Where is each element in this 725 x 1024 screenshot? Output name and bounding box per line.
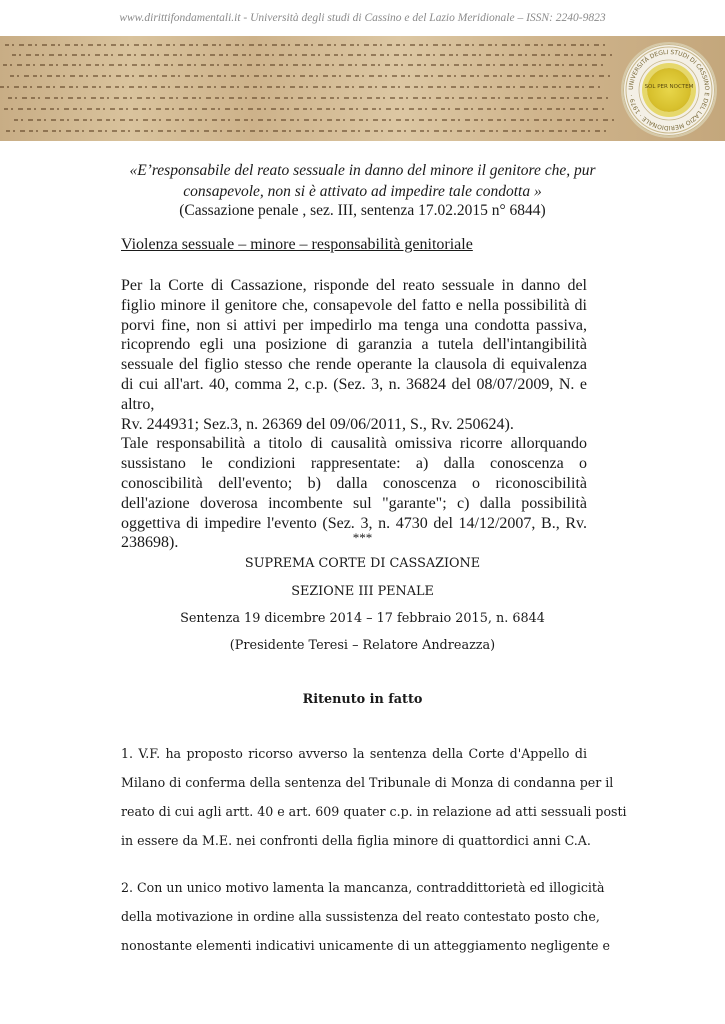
paragraph-line: della motivazione in ordine alla sussistenza del reato contestato posto che, [121,909,600,924]
paragraph-2 [121,873,610,960]
summary-paragraph [121,276,587,553]
sun-emblem-icon [647,68,691,112]
svg-text:UNIVERSITÀ DEGLI STUDI DI CASS: UNIVERSITÀ DEGLI STUDI DI CASSINO E DEL LAZIO MERIDIONALE · 1979 · [627,48,711,132]
site-header: www.dirittifondamentali.it - Università degli studi di Cassino e del Lazio Meridionale – ISSN: 2240-9823 [119,12,606,24]
sentence-line: Sentenza 19 dicembre 2014 – 17 febbraio 2015, n. 6844 [180,611,545,626]
quote-line-1: «E’responsabile del reato sessuale in danno del minore il genitore che, pur [129,162,596,179]
judges-line: (Presidente Teresi – Relatore Andreazza) [229,638,496,653]
summary-line: Per la Corte di Cassazione, risponde del reato sessuale in danno del [121,277,587,294]
paragraph-line: 2. Con un unico motivo lamenta la mancanza, contraddittorietà ed illogicità [121,880,605,895]
summary-line: Tale responsabilità a titolo di causalità omissiva ricorre allorquando [121,435,587,453]
paragraph-line: Milano di conferma della sentenza del Tribunale di Monza di condanna per il [121,775,614,790]
quote-line-2: consapevole, non si è attivato ad impedire tale condotta » [183,183,542,200]
summary-line: sessuale del figlio stesso che rende operante la clausola di equivalenza [121,356,587,374]
summary-line: 238698). [121,534,179,552]
manuscript-banner [0,36,725,141]
separator: *** [352,530,373,545]
seal-motto: SOL PER NOCTEM [644,84,694,90]
summary-line: Rv. 244931; Sez.3, n. 26369 del 09/06/2011, S., Rv. 250624). [121,415,514,433]
summary-line: dell'azione doverosa incombente sul "garante"; c) dalla possibilità [121,494,587,512]
summary-line: figlio minore il genitore che, consapevole del fatto e nella possibilità di [121,296,587,314]
paragraph-line: 1. V.F. ha proposto ricorso avverso la sentenza della Corte d'Appello di [121,746,587,761]
court-name: SUPREMA CORTE DI CASSAZIONE [244,556,481,571]
paragraph-line: reato di cui agli artt. 40 e art. 609 quater c.p. in relazione ad atti sessuali posti [121,804,627,819]
section-title: Ritenuto in fatto [302,692,423,707]
summary-line: conoscibilità dell'evento; b) dalla conoscenza o riconoscibilità [121,474,587,492]
summary-line: di cui all'art. 40, comma 2, c.p. (Sez. 3, n. 36824 del 08/07/2009, N. e altro, [121,375,587,413]
paragraph-line: in essere da M.E. nei confronti della figlia minore di quattordici anni C.A. [121,833,591,848]
university-seal [621,42,717,138]
paragraph-1 [121,739,627,855]
summary-line: oggettiva di impedire l'evento (Sez. 3, n. 4730 del 14/12/2007, B., Rv. [121,514,587,532]
summary-line: ricoprendo egli una posizione di garanzia a tutela dell'intangibilità [121,336,587,354]
summary-line: porvi fine, non si attivi per impedirlo ma tenga una condotta passiva, [121,316,587,334]
paragraph-line: nonostante elementi indicativi unicamente di un atteggiamento negligente e [121,938,610,953]
subject-heading: Violenza sessuale – minore – responsabilità genitoriale [121,236,473,253]
citation: (Cassazione penale , sez. III, sentenza 17.02.2015 n° 6844) [179,202,546,219]
summary-line: sussistano le condizioni rappresentate: a) dalla conoscenza o [121,455,587,473]
court-section: SEZIONE III PENALE [291,584,434,599]
